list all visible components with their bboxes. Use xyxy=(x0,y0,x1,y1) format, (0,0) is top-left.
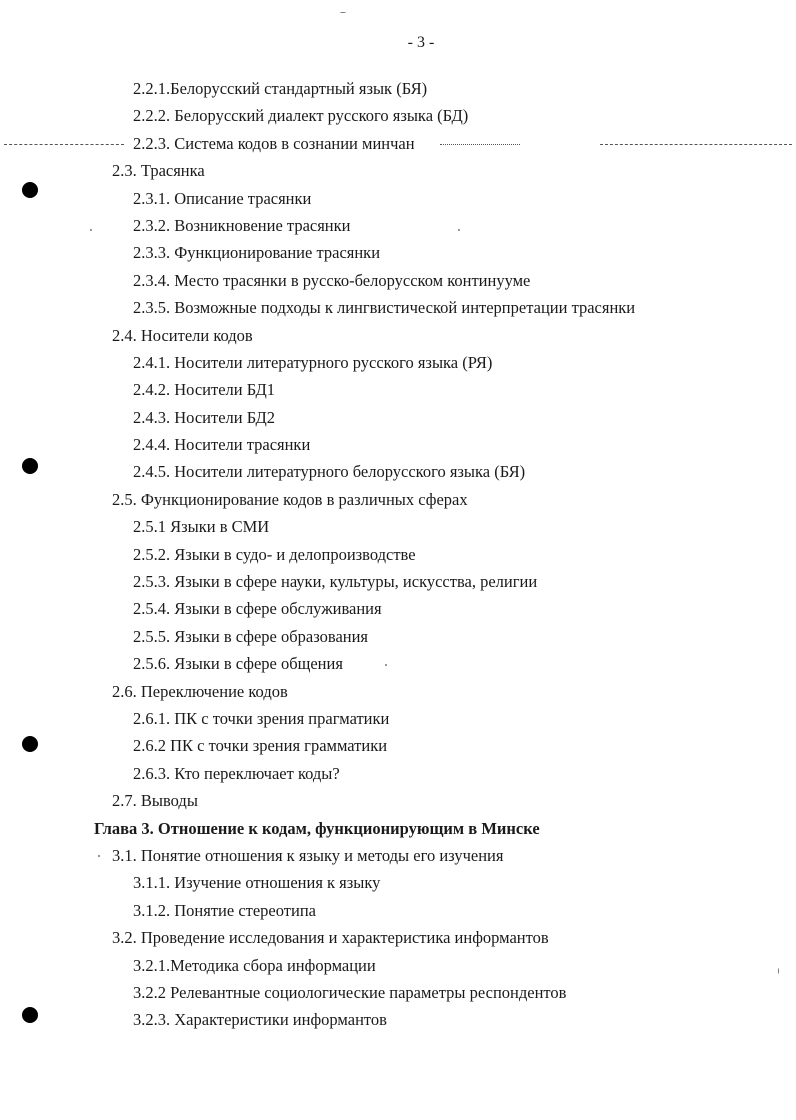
toc-subsection: 3.2.1.Методика сбора информации xyxy=(133,955,376,975)
toc-subsection: 2.3.1. Описание трасянки xyxy=(133,188,312,208)
table-of-contents xyxy=(0,77,796,1036)
toc-subsection: 2.4.3. Носители БД2 xyxy=(133,407,276,427)
toc-subsection: 2.6.2 ПК с точки зрения грамматики xyxy=(133,736,388,756)
toc-subsection: 2.3.4. Место трасянки в русско-белорусском континууме xyxy=(133,270,531,290)
toc-section: 2.6. Переключение кодов xyxy=(112,681,288,701)
scan-speck xyxy=(340,12,346,13)
toc-subsection: 2.4.1. Носители литературного русского языка (РЯ) xyxy=(133,352,493,372)
toc-subsection: 3.2.3. Характеристики информантов xyxy=(133,1010,387,1030)
toc-section: 2.4. Носители кодов xyxy=(112,325,253,345)
toc-subsection: 2.6.3. Кто переключает коды? xyxy=(133,763,340,783)
toc-section: 2.7. Выводы xyxy=(112,791,198,811)
toc-subsection: 2.4.2. Носители БД1 xyxy=(133,380,276,400)
toc-subsection: 2.3.2. Возникновение трасянки xyxy=(133,215,351,235)
toc-subsection: 2.4.5. Носители литературного белорусского языка (БЯ) xyxy=(133,462,526,482)
toc-section: 3.2. Проведение исследования и характеристика информантов xyxy=(112,928,549,948)
toc-subsection: 2.5.3. Языки в сфере науки, культуры, искусства, религии xyxy=(133,572,538,592)
toc-subsection: 2.2.1.Белорусский стандартный язык (БЯ) xyxy=(133,79,428,98)
toc-section: 2.5. Функционирование кодов в различных сферах xyxy=(112,489,468,509)
toc-subsection: 2.5.2. Языки в судо- и делопроизводстве xyxy=(133,544,416,564)
toc-subsection: 2.2.3. Система кодов в сознании минчан xyxy=(133,133,415,153)
toc-subsection: 2.5.4. Языки в сфере обслуживания xyxy=(133,599,382,619)
page-number: - 3 - xyxy=(407,34,435,51)
toc-subsection: 2.4.4. Носители трасянки xyxy=(133,435,311,455)
toc-subsection: 2.5.6. Языки в сфере общения xyxy=(133,654,343,674)
toc-subsection: 3.1.1. Изучение отношения к языку xyxy=(133,873,381,893)
toc-chapter-heading: Глава 3. Отношение к кодам, функционирующим в Минске xyxy=(94,818,540,838)
toc-subsection: 2.3.5. Возможные подходы к лингвистической интерпретации трасянки xyxy=(133,298,636,318)
toc-subsection: 2.2.2. Белорусский диалект русского языка (БД) xyxy=(133,106,469,126)
toc-subsection: 2.6.1. ПК с точки зрения прагматики xyxy=(133,708,390,728)
toc-subsection: 2.3.3. Функционирование трасянки xyxy=(133,243,381,263)
toc-subsection: 3.2.2 Релевантные социологические параметры респондентов xyxy=(133,982,567,1002)
toc-subsection: 2.5.5. Языки в сфере образования xyxy=(133,626,369,646)
toc-section: 2.3. Трасянка xyxy=(112,161,205,181)
toc-section: 3.1. Понятие отношения к языку и методы его изучения xyxy=(112,845,504,865)
toc-subsection: 2.5.1 Языки в СМИ xyxy=(133,517,270,537)
toc-subsection: 3.1.2. Понятие стереотипа xyxy=(133,900,316,920)
